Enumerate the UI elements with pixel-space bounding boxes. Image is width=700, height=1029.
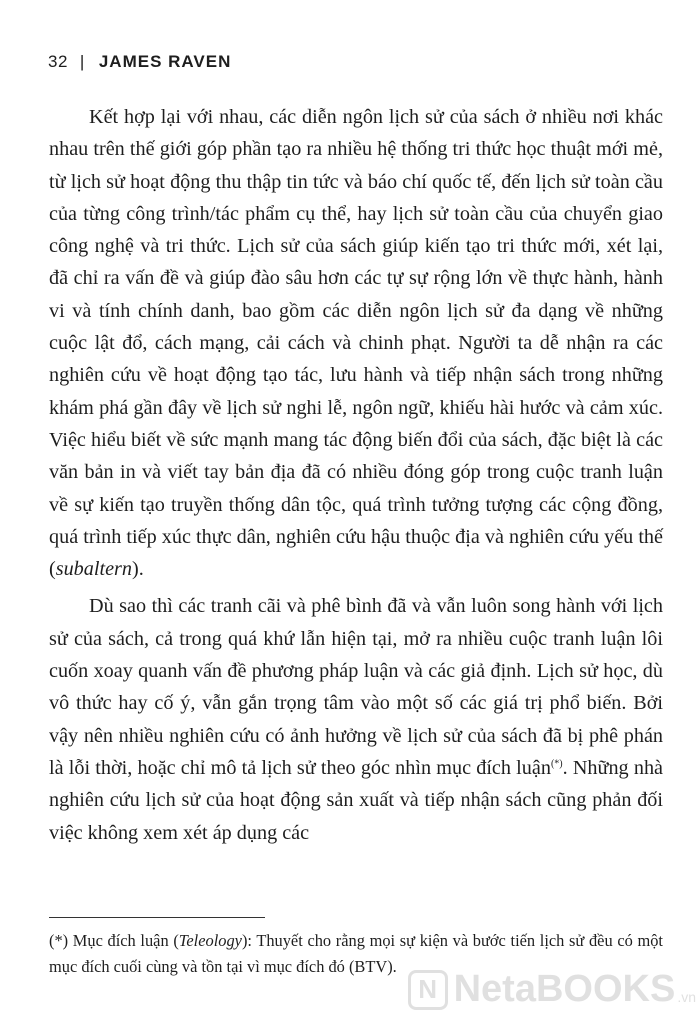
- watermark-suffix: .vn: [677, 989, 696, 1005]
- watermark-text: NetaBOOKS: [453, 968, 676, 1010]
- paragraph: [49, 101, 663, 585]
- paragraph: [49, 590, 663, 848]
- paragraph-text-end: ).: [132, 558, 144, 581]
- page-number: 32: [48, 52, 68, 71]
- footnote-text-end: ): Thuyết cho rằng mọi sự kiện và bước tiến lịch sử đều có một mục đích cuối cùng và tồn tại vì mục đích đó (BTV).: [49, 931, 663, 976]
- publisher-watermark: [408, 968, 696, 1011]
- author-name: JAMES RAVEN: [98, 52, 232, 71]
- header-separator: |: [79, 52, 85, 71]
- paragraph-text: Dù sao thì các tranh cãi và phê bình đã và vẫn luôn song hành với lịch sử của sách, cả trong quá khứ lẫn hiện tại, mở ra nhiều cuộc tranh luận lôi cuốn xoay quanh vấn đề phương pháp luận và các giả định. Lịch sử học, dù vô thức hay cố ý, vẫn gắn trọng tâm vào một số các giá trị phổ biến. Bởi vậy nên nhiều nghiên cứu có ảnh hưởng về lịch sử của sách đã bị phê phán là lỗi thời, hoặc chỉ mô tả lịch sử theo góc nhìn mục đích luận: [49, 595, 663, 779]
- paragraph-text: Kết hợp lại với nhau, các diễn ngôn lịch sử của sách ở nhiều nơi khác nhau trên thế giới góp phần tạo ra nhiều hệ thống tri thức học thuật mới mẻ, từ lịch sử hoạt động thu thập tin tức và báo chí quốc tế, đến lịch sử toàn cầu của từng công trình/tác phẩm cụ thể, hay lịch sử toàn cầu của chuyển giao công nghệ và tri thức. Lịch sử của sách giúp kiến tạo tri thức mới, xét lại, đã chỉ ra vấn đề và giúp đào sâu hơn các tự sự rộng lớn về thực hành, hành vi và tính chính danh, bao gồm các diễn ngôn lịch sử đa dạng về những cuộc lật đổ, cách mạng, cải cách và chinh phạt. Người ta dễ nhận ra các nghiên cứu về hoạt động tạo tác, lưu hành và tiếp nhận sách trong những khám phá gần đây về lịch sử nghi lễ, ngôn ngữ, khiếu hài hước và cảm xúc. Việc hiểu biết về sức mạnh mang tác động biến đổi của sách, đặc biệt là các văn bản in và viết tay bản địa đã có nhiều đóng góp trong cuộc tranh luận về sự kiến tạo truyền thống dân tộc, quá trình tưởng tượng các cộng đồng, quá trình tiếp xúc thực dân, nghiên cứu hậu thuộc địa và nghiên cứu yếu thế (: [49, 106, 663, 581]
- publisher-logo-icon: N: [408, 970, 448, 1010]
- body-text: [49, 101, 663, 849]
- footnote-divider: [49, 917, 265, 918]
- paragraph-text-end: . Những nhà nghiên cứu lịch sử của hoạt động sản xuất và tiếp nhận sách cũng phản đối việc không xem xét áp dụng các: [49, 756, 663, 844]
- footnote-text: (*) Mục đích luận (: [49, 931, 179, 950]
- running-header: [48, 50, 231, 74]
- footnote-italic-term: Teleology: [178, 931, 242, 950]
- footnote-reference: (*): [550, 758, 563, 770]
- italic-term: subaltern: [55, 558, 132, 581]
